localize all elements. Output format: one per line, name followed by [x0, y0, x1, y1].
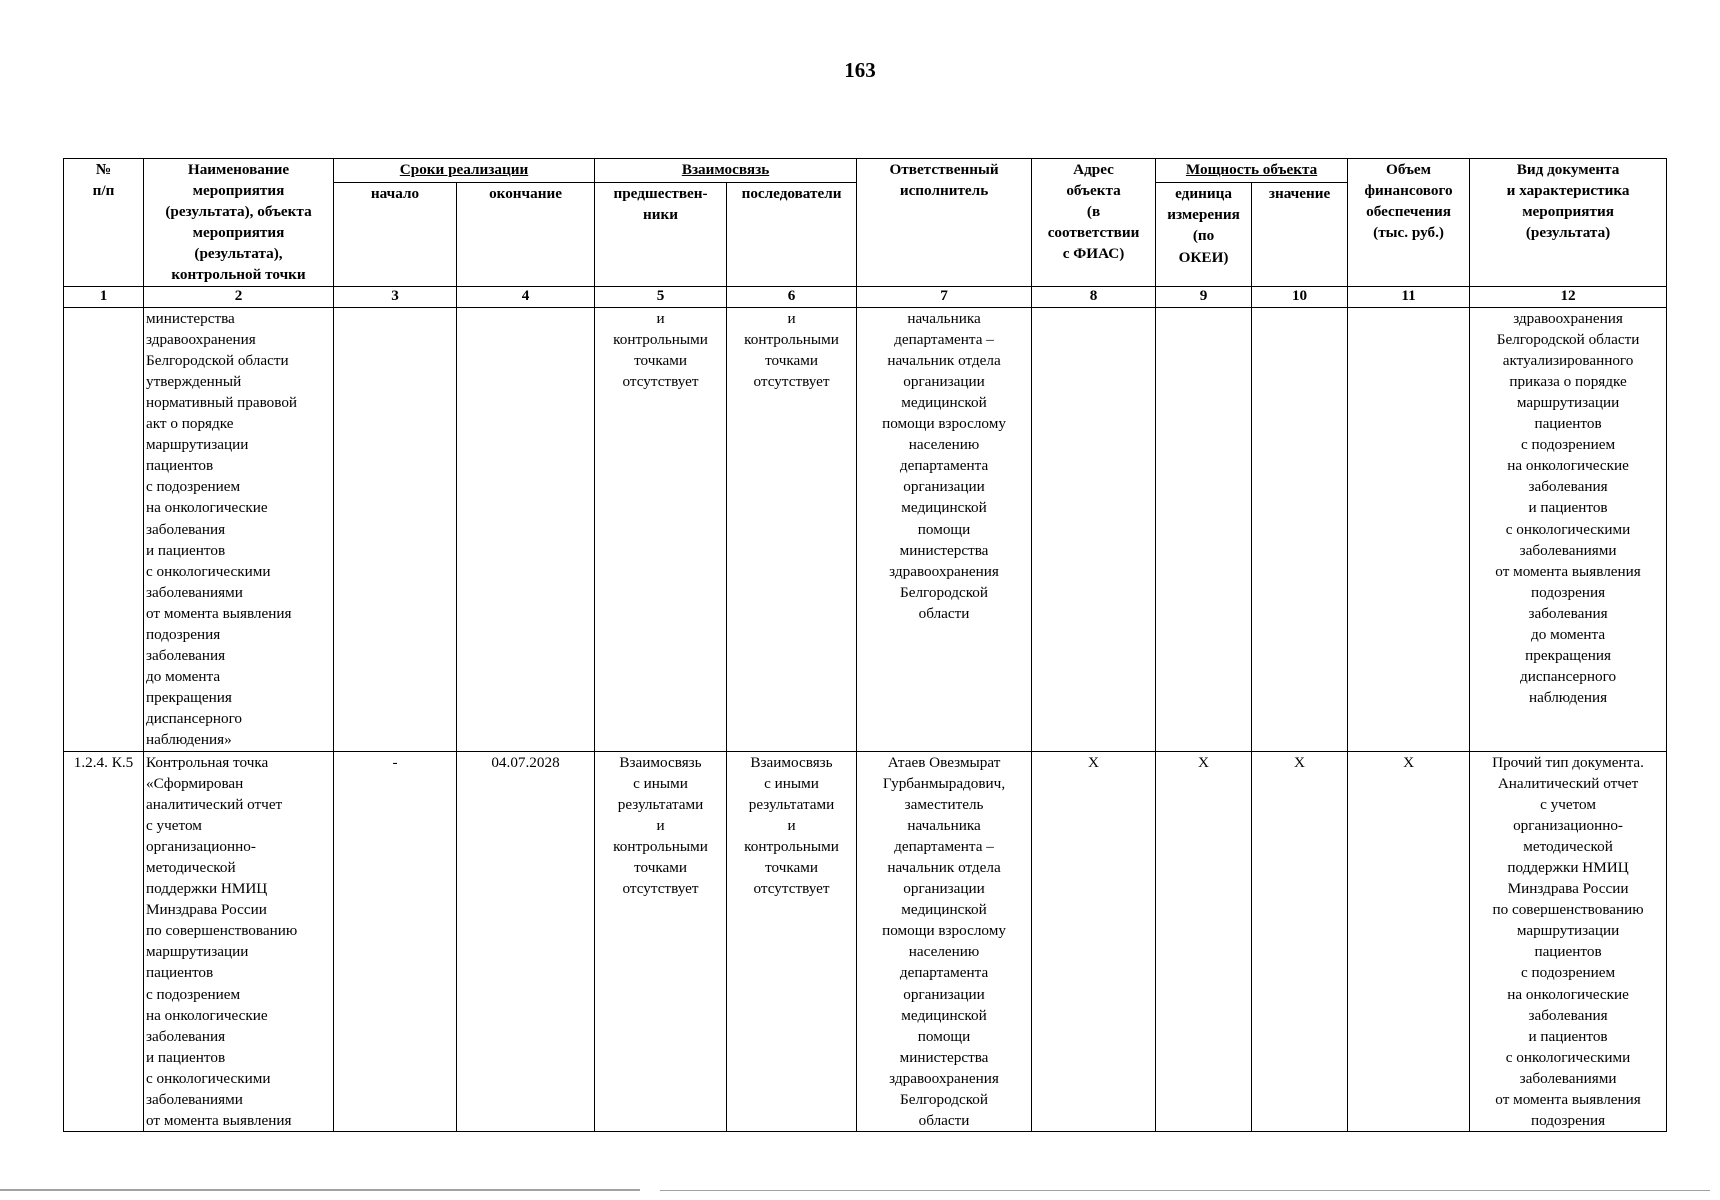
plan-table	[63, 158, 1667, 1132]
cell-responsible: начальника департамента – начальник отдела организации медицинской помощи взрослому населению департамента организации медицинской помощи министерства здравоохранения Белгородской области	[857, 307, 1032, 751]
column-number: 2	[144, 286, 334, 307]
cell-end	[457, 307, 595, 751]
cell-successors: Взаимосвязь с иными результатами и контрольными точками отсутствует	[727, 751, 857, 1132]
header-terms-group: Сроки реализации	[334, 159, 595, 183]
cell-start: -	[334, 751, 457, 1132]
cell-num	[64, 307, 144, 751]
column-number: 3	[334, 286, 457, 307]
cell-finance	[1348, 307, 1470, 751]
cell-successors: и контрольными точками отсутствует	[727, 307, 857, 751]
cell-responsible: Атаев Овезмырат Гурбанмырадович, заместитель начальника департамента – начальник отдела организации медицинской помощи взрослому населению департамента организации медицинской помощи министерства здравоохранения Белгородской области	[857, 751, 1032, 1132]
header-address: Адрес объекта (в соответствии с ФИАС)	[1032, 159, 1156, 287]
header-responsible: Ответственный исполнитель	[857, 159, 1032, 287]
header-value: значение	[1252, 183, 1348, 286]
column-number: 6	[727, 286, 857, 307]
column-number: 8	[1032, 286, 1156, 307]
header-link-group: Взаимосвязь	[595, 159, 857, 183]
cell-value: X	[1252, 751, 1348, 1132]
header-capacity-group: Мощность объекта	[1156, 159, 1348, 183]
column-number: 10	[1252, 286, 1348, 307]
header-successors: последователи	[727, 183, 857, 286]
cell-predecessors: Взаимосвязь с иными результатами и контрольными точками отсутствует	[595, 751, 727, 1132]
cell-finance: X	[1348, 751, 1470, 1132]
header-predecessors: предшествен- ники	[595, 183, 727, 286]
cell-doc-type: Прочий тип документа. Аналитический отчет с учетом организационно- методической поддержки НМИЦ Минздрава России по совершенствованию маршрутизации пациентов с подозрением на онкологические заболевания и пациентов с онкологическими заболеваниями от момента выявления подозрения	[1470, 751, 1667, 1132]
column-number: 5	[595, 286, 727, 307]
column-number: 7	[857, 286, 1032, 307]
cell-predecessors: и контрольными точками отсутствует	[595, 307, 727, 751]
cell-name: министерства здравоохранения Белгородской области утвержденный нормативный правовой акт о порядке маршрутизации пациентов с подозрением на онкологические заболевания и пациентов с онкологическими заболеваниями от момента выявления подозрения заболевания до момента прекращения диспансерного наблюдения»	[144, 307, 334, 751]
table-row	[64, 307, 1667, 751]
column-number: 11	[1348, 286, 1470, 307]
header-name: Наименование мероприятия (результата), объекта мероприятия (результата), контрольной точки	[144, 159, 334, 287]
cell-unit	[1156, 307, 1252, 751]
cell-unit: X	[1156, 751, 1252, 1132]
header-end: окончание	[457, 183, 595, 286]
cell-doc-type: здравоохранения Белгородской области актуализированного приказа о порядке маршрутизации пациентов с подозрением на онкологические заболевания и пациентов с онкологическими заболеваниями от момента выявления подозрения заболевания до момента прекращения диспансерного наблюдения	[1470, 307, 1667, 751]
header-num: № п/п	[64, 159, 144, 287]
page-number: 163	[844, 58, 876, 82]
table-row	[64, 751, 1667, 1132]
header-doc-type: Вид документа и характеристика мероприятия (результата)	[1470, 159, 1667, 287]
cell-num: 1.2.4. К.5	[64, 751, 144, 1132]
cell-start	[334, 307, 457, 751]
header-finance: Объем финансового обеспечения (тыс. руб.)	[1348, 159, 1470, 287]
scan-artifact	[660, 1190, 1710, 1191]
column-number: 4	[457, 286, 595, 307]
header-unit: единица измерения (по ОКЕИ)	[1156, 183, 1252, 286]
scan-artifact	[0, 1189, 640, 1191]
cell-address: X	[1032, 751, 1156, 1132]
column-number: 9	[1156, 286, 1252, 307]
cell-name: Контрольная точка «Сформирован аналитический отчет с учетом организационно- методической поддержки НМИЦ Минздрава России по совершенствованию маршрутизации пациентов с подозрением на онкологические заболевания и пациентов с онкологическими заболеваниями от момента выявления	[144, 751, 334, 1132]
cell-end: 04.07.2028	[457, 751, 595, 1132]
column-number: 12	[1470, 286, 1667, 307]
cell-address	[1032, 307, 1156, 751]
header-start: начало	[334, 183, 457, 286]
cell-value	[1252, 307, 1348, 751]
column-number: 1	[64, 286, 144, 307]
